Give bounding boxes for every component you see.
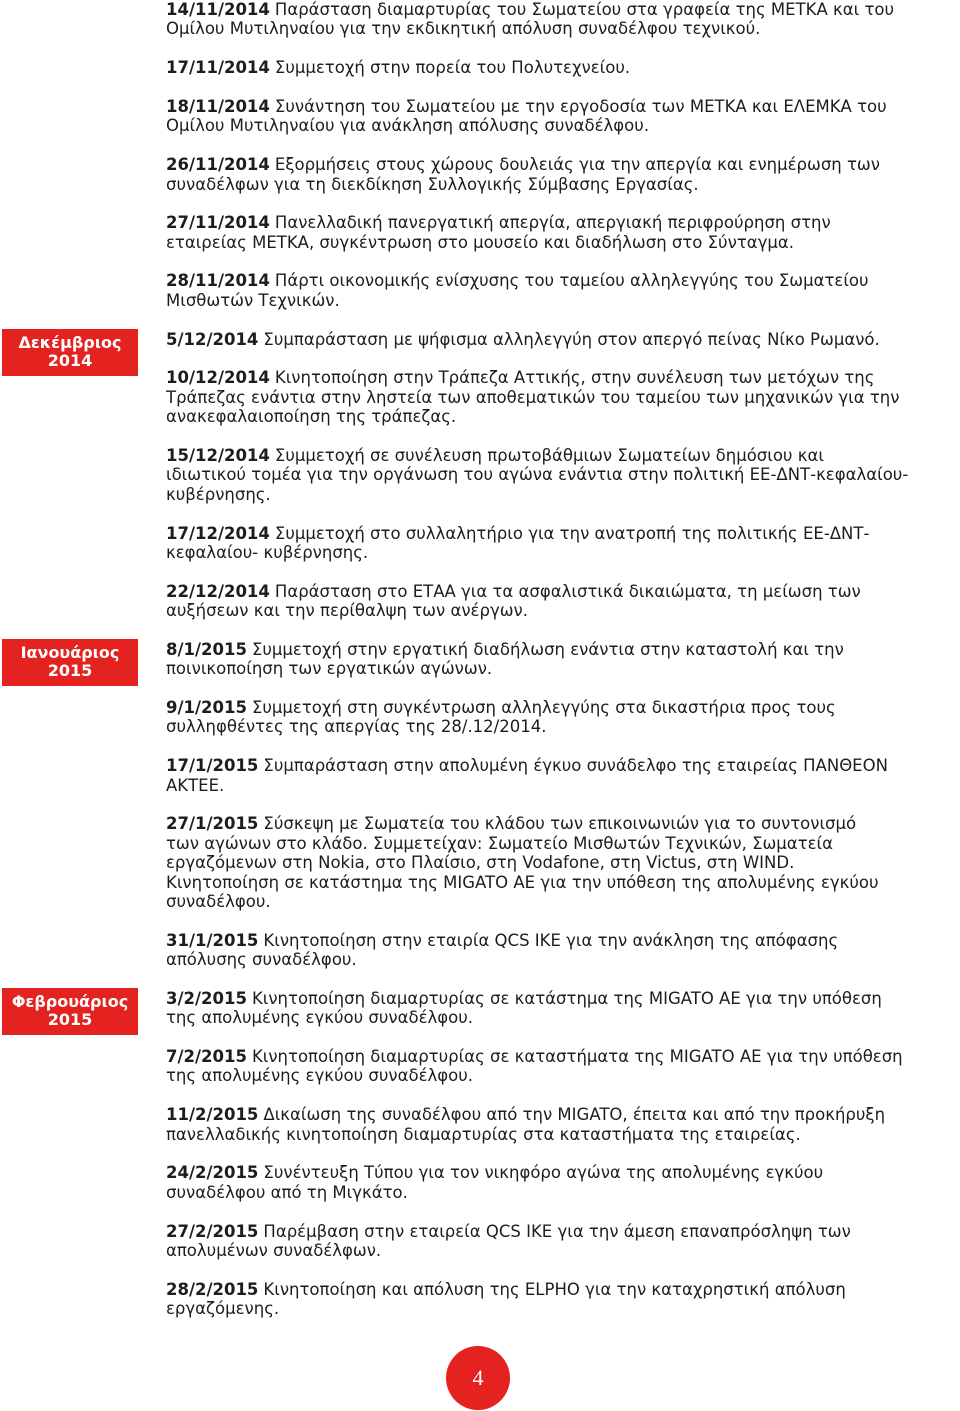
timeline-entry bbox=[166, 814, 956, 911]
month-label-february-2015 bbox=[2, 988, 138, 1035]
entry-text: Τράπεζας ενάντια στην ληστεία των αποθεματικών του ταμείου των μηχανικών για την bbox=[166, 387, 900, 407]
entry-text: Κινητοποίηση διαμαρτυρίας σε καταστήματα της MIGATO AE για την υπόθεση bbox=[251, 1047, 903, 1067]
entry-line bbox=[166, 892, 956, 911]
timeline-entry bbox=[166, 368, 956, 426]
entry-text: Κινητοποίηση σε κατάστημα της MIGATO AE για την υπόθεση της απολυμένης εγκύου bbox=[166, 872, 879, 892]
entry-line bbox=[166, 1125, 956, 1144]
timeline-entry bbox=[166, 524, 956, 563]
entry-line bbox=[166, 524, 956, 543]
entry-text: αυξήσεων και την περίθαλψη των ανέργων. bbox=[166, 601, 528, 621]
entry-line bbox=[166, 543, 956, 562]
timeline-entry bbox=[166, 1280, 956, 1319]
entry-text: Πάρτι οικονομικής ενίσχυσης του ταμείου αλληλεγγύης του Σωματείου bbox=[274, 271, 869, 291]
entry-line bbox=[166, 1183, 956, 1202]
entry-date: 5/12/2014 bbox=[166, 329, 259, 349]
entry-text: Ομίλου Μυτιληναίου για την εκδικητική απόλυση συναδέλφου τεχνικού. bbox=[166, 19, 761, 39]
month-year: 2014 bbox=[47, 351, 93, 370]
entry-line bbox=[166, 1241, 956, 1260]
month-label-january-2015 bbox=[2, 639, 138, 686]
timeline-entry bbox=[166, 698, 956, 737]
entry-line bbox=[166, 931, 956, 950]
entry-line bbox=[166, 407, 956, 426]
entry-text: συναδέλφου από τη Μιγκάτο. bbox=[166, 1182, 408, 1202]
timeline-entry bbox=[166, 0, 956, 39]
entry-line bbox=[166, 116, 956, 135]
entry-text: Συμμετοχή στο συλλαλητήριο για την ανατροπή της πολιτικής ΕΕ-ΔΝΤ- bbox=[274, 523, 870, 543]
entry-text: των αγώνων στο κλάδο. Συμμετείχαν: Σωματείο Μισθωτών Τεχνικών, Σωματεία bbox=[166, 833, 833, 853]
entry-date: 27/11/2014 bbox=[166, 213, 270, 233]
entry-text: συναδέλφων για τη διεκδίκηση Συλλογικής Σύμβασης Εργασίας. bbox=[166, 174, 699, 194]
entry-line bbox=[166, 58, 956, 77]
entry-line bbox=[166, 601, 956, 620]
entry-text: Παρέμβαση στην εταιρεία QCS ΙΚΕ για την άμεση επαναπρόσληψη των bbox=[263, 1221, 851, 1241]
entry-line bbox=[166, 446, 956, 465]
entry-date: 28/11/2014 bbox=[166, 271, 270, 291]
entry-line bbox=[166, 233, 956, 252]
entry-date: 17/12/2014 bbox=[166, 523, 270, 543]
entry-date: 28/2/2015 bbox=[166, 1279, 259, 1299]
timeline-entry bbox=[166, 97, 956, 136]
entry-line bbox=[166, 1008, 956, 1027]
entry-line bbox=[166, 814, 956, 833]
entry-text: κυβέρνησης. bbox=[166, 484, 271, 504]
page-number: 4 bbox=[472, 1365, 484, 1390]
entry-line bbox=[166, 388, 956, 407]
entry-line bbox=[166, 1222, 956, 1241]
entry-line bbox=[166, 368, 956, 387]
entry-text: Κινητοποίηση και απόλυση της ELPHO για την καταχρηστική απόλυση bbox=[263, 1279, 846, 1299]
month-year: 2015 bbox=[47, 661, 93, 680]
entry-date: 26/11/2014 bbox=[166, 155, 270, 175]
page-number-badge bbox=[446, 1346, 510, 1410]
entry-text: συναδέλφου. bbox=[166, 891, 271, 911]
timeline-entry bbox=[166, 1105, 956, 1144]
entry-text: Συμμετοχή στη συγκέντρωση αλληλεγγύης στα δικαστήρια προς τους bbox=[251, 698, 836, 718]
entry-text: Παράσταση στο ΕΤΑΑ για τα ασφαλιστικά δικαιώματα, τη μείωση των bbox=[274, 581, 861, 601]
entry-text: Κινητοποίηση στην εταιρία QCS ΙΚΕ για την ανάκληση της απόφασης bbox=[263, 930, 839, 950]
entry-line bbox=[166, 330, 956, 349]
entry-text: εταιρείας ΜΕΤΚΑ, συγκέντρωση στο μουσείο και διαδήλωση στο Σύνταγμα. bbox=[166, 232, 795, 252]
timeline-entry bbox=[166, 1163, 956, 1202]
timeline-entry bbox=[166, 1047, 956, 1086]
entry-line bbox=[166, 776, 956, 795]
entry-line bbox=[166, 485, 956, 504]
month-year: 2015 bbox=[47, 1010, 93, 1029]
entry-date: 22/12/2014 bbox=[166, 581, 270, 601]
timeline-entry bbox=[166, 155, 956, 194]
timeline-entry bbox=[166, 582, 956, 621]
entry-line bbox=[166, 717, 956, 736]
entry-line bbox=[166, 1047, 956, 1066]
entry-text: Συμμετοχή σε συνέλευση πρωτοβάθμιων Σωματείων δημόσιου και bbox=[274, 445, 824, 465]
timeline-entry bbox=[166, 58, 956, 77]
entry-line bbox=[166, 582, 956, 601]
entry-line bbox=[166, 0, 956, 19]
entry-line bbox=[166, 756, 956, 775]
entry-date: 17/1/2015 bbox=[166, 756, 259, 776]
entry-text: εργαζόμενης. bbox=[166, 1299, 280, 1319]
entry-date: 10/12/2014 bbox=[166, 368, 270, 388]
entry-line bbox=[166, 155, 956, 174]
entry-text: Συνέντευξη Τύπου για τον νικηφόρο αγώνα της απολυμένης εγκύου bbox=[263, 1163, 824, 1183]
entry-line bbox=[166, 989, 956, 1008]
entry-date: 31/1/2015 bbox=[166, 930, 259, 950]
entry-text: εργαζόμενων στη Nokia, στο Πλαίσιο, στη Vodafone, στη Victus, στη WIND. bbox=[166, 853, 795, 873]
entry-text: Κινητοποίηση στην Τράπεζα Αττικής, στην συνέλευση των μετόχων της bbox=[274, 368, 875, 388]
entry-date: 11/2/2015 bbox=[166, 1105, 259, 1125]
timeline-entry bbox=[166, 1222, 956, 1261]
month-name: Δεκέμβριος bbox=[18, 333, 122, 352]
month-name: Φεβρουάριος bbox=[11, 992, 129, 1011]
entry-line bbox=[166, 1299, 956, 1318]
entry-text: Συνάντηση του Σωματείου με την εργοδοσία των ΜΕΤΚΑ και ΕΛΕΜΚΑ του bbox=[274, 96, 887, 116]
entry-date: 27/2/2015 bbox=[166, 1221, 259, 1241]
entry-line bbox=[166, 873, 956, 892]
timeline-entry bbox=[166, 446, 956, 504]
entry-line bbox=[166, 1163, 956, 1182]
entry-text: Εξορμήσεις στους χώρους δουλειάς για την απεργία και ενημέρωση των bbox=[274, 155, 880, 175]
entry-text: Συμμετοχή στην πορεία του Πολυτεχνείου. bbox=[274, 58, 631, 78]
entry-line bbox=[166, 465, 956, 484]
entry-date: 18/11/2014 bbox=[166, 96, 270, 116]
entry-text: Κινητοποίηση διαμαρτυρίας σε κατάστημα της MIGATO AE για την υπόθεση bbox=[251, 988, 882, 1008]
timeline-list bbox=[166, 0, 956, 1338]
entry-text: απόλυσης συναδέλφου. bbox=[166, 950, 357, 970]
entry-line bbox=[166, 1105, 956, 1124]
entry-text: ΑΚΤΕΕ. bbox=[166, 775, 225, 795]
timeline-entry bbox=[166, 989, 956, 1028]
entry-date: 14/11/2014 bbox=[166, 0, 270, 19]
entry-text: Μισθωτών Τεχνικών. bbox=[166, 290, 340, 310]
entry-text: απολυμένων συναδέλφων. bbox=[166, 1241, 382, 1260]
month-label-december-2014 bbox=[2, 329, 138, 376]
entry-line bbox=[166, 1066, 956, 1085]
entry-date: 7/2/2015 bbox=[166, 1047, 247, 1067]
entry-date: 3/2/2015 bbox=[166, 988, 247, 1008]
timeline-entry bbox=[166, 271, 956, 310]
entry-text: ποινικοποίηση των εργατικών αγώνων. bbox=[166, 659, 493, 679]
entry-line bbox=[166, 950, 956, 969]
entry-line bbox=[166, 853, 956, 872]
entry-text: Συμπαράσταση στην απολυμένη έγκυο συνάδελφο της εταιρείας ΠΑΝΘΕΟΝ bbox=[263, 756, 888, 776]
entry-line bbox=[166, 271, 956, 290]
timeline-entry bbox=[166, 213, 956, 252]
entry-date: 9/1/2015 bbox=[166, 698, 247, 718]
entry-line bbox=[166, 291, 956, 310]
entry-text: συλληφθέντες της απεργίας της 28/.12/2014. bbox=[166, 717, 547, 737]
entry-date: 17/11/2014 bbox=[166, 58, 270, 78]
entry-line bbox=[166, 19, 956, 38]
entry-line bbox=[166, 1280, 956, 1299]
entry-line bbox=[166, 659, 956, 678]
entry-text: Συμμετοχή στην εργατική διαδήλωση ενάντια στην καταστολή και την bbox=[251, 639, 844, 659]
entry-date: 24/2/2015 bbox=[166, 1163, 259, 1183]
entry-text: πανελλαδικής κινητοποίηση διαμαρτυρίας στα καταστήματα της εταιρείας. bbox=[166, 1124, 801, 1144]
entry-text: κεφαλαίου- κυβέρνησης. bbox=[166, 542, 369, 562]
entry-line bbox=[166, 640, 956, 659]
entry-text: Δικαίωση της συναδέλφου από την MIGATO, έπειτα και από την προκήρυξη bbox=[263, 1105, 886, 1125]
entry-text: Συμπαράσταση με ψήφισμα αλληλεγγύη στον απεργό πείνας Νίκο Ρωμανό. bbox=[263, 329, 880, 349]
entry-line bbox=[166, 97, 956, 116]
entry-line bbox=[166, 175, 956, 194]
entry-text: Πανελλαδική πανεργατική απεργία, απεργιακή περιφρούρηση στην bbox=[274, 213, 831, 233]
timeline-entry bbox=[166, 931, 956, 970]
entry-line bbox=[166, 834, 956, 853]
entry-text: ανακεφαλαιοποίηση της τράπεζας. bbox=[166, 407, 457, 427]
month-name: Ιανουάριος bbox=[20, 643, 120, 662]
entry-text: ιδιωτικού τομέα για την οργάνωση του αγώνα ενάντια στην πολιτική ΕΕ-ΔΝΤ-κεφαλαίου- bbox=[166, 465, 909, 485]
entry-text: Παράσταση διαμαρτυρίας του Σωματείου στα γραφεία της ΜΕΤΚΑ και του bbox=[274, 0, 895, 19]
entry-text: Ομίλου Μυτιληναίου για ανάκληση απόλυσης συναδέλφου. bbox=[166, 116, 650, 136]
entry-line bbox=[166, 213, 956, 232]
entry-date: 15/12/2014 bbox=[166, 445, 270, 465]
entry-date: 8/1/2015 bbox=[166, 639, 247, 659]
entry-date: 27/1/2015 bbox=[166, 814, 259, 834]
entry-text: της απολυμένης εγκύου συναδέλφου. bbox=[166, 1008, 474, 1028]
timeline-entry bbox=[166, 640, 956, 679]
timeline-entry bbox=[166, 330, 956, 349]
timeline-entry bbox=[166, 756, 956, 795]
entry-text: της απολυμένης εγκύου συναδέλφου. bbox=[166, 1066, 474, 1086]
entry-text: Σύσκεψη με Σωματεία του κλάδου των επικοινωνιών για το συντονισμό bbox=[263, 814, 857, 834]
entry-line bbox=[166, 698, 956, 717]
